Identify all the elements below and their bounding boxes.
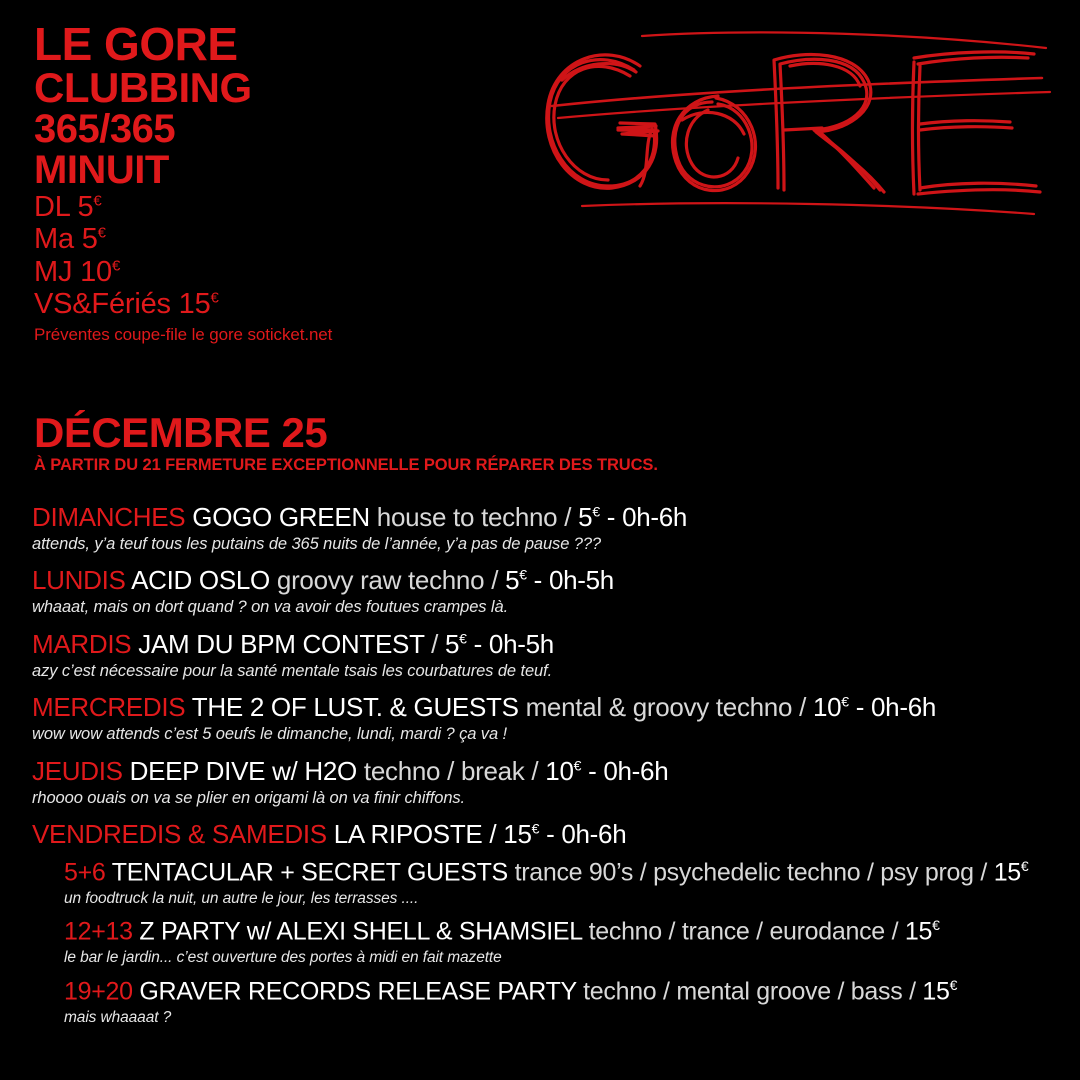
weekend-item-currency: € bbox=[932, 917, 940, 934]
program-separator: / bbox=[491, 565, 499, 596]
weekend-block bbox=[32, 819, 1052, 1027]
program-day: JEUDIS bbox=[32, 755, 123, 786]
program-separator: / bbox=[531, 755, 539, 786]
weekend-item-note: mais whaaaat ? bbox=[64, 1008, 172, 1026]
month-note: À PARTIR DU 21 FERMETURE EXCEPTIONNELLE POUR RÉPARER DES TRUCS. bbox=[34, 456, 658, 474]
program-note: rhoooo ouais on va se plier en origami là on va finir chiffons. bbox=[32, 788, 466, 807]
weekend-item-note: un foodtruck la nuit, un autre le jour, les terrasses .... bbox=[64, 889, 419, 907]
brand-time: MINUIT bbox=[34, 147, 169, 192]
program-dash: - bbox=[588, 755, 597, 786]
program-list bbox=[32, 502, 1052, 1038]
program-entry-headline bbox=[32, 502, 1052, 533]
presale-info: Préventes coupe-file le gore soticket.net bbox=[34, 324, 333, 344]
price-currency-0: € bbox=[93, 192, 102, 210]
weekend-item-genre: techno / trance / eurodance bbox=[588, 917, 885, 946]
program-note: attends, y’a teuf tous les putains de 365 nuits de l’année, y’a pas de pause ??? bbox=[32, 534, 601, 553]
weekend-item-price: 15 bbox=[922, 977, 950, 1006]
weekend-item-currency: € bbox=[949, 976, 958, 993]
price-label-0: DL 5 bbox=[34, 190, 94, 223]
price-row-3 bbox=[34, 288, 554, 320]
program-hours: 0h-5h bbox=[488, 628, 554, 659]
month-title: DÉCEMBRE 25 bbox=[34, 409, 328, 456]
program-hours: 0h-5h bbox=[548, 565, 614, 596]
program-genre: techno / break bbox=[363, 755, 525, 786]
program-hours: 0h-6h bbox=[622, 502, 688, 532]
program-entry bbox=[32, 565, 1052, 617]
weekend-separator: / bbox=[489, 819, 497, 850]
program-day: DIMANCHES bbox=[32, 502, 186, 532]
weekend-item bbox=[64, 977, 1052, 1027]
program-separator: / bbox=[799, 692, 807, 723]
program-note: wow wow attends c’est 5 oeufs le dimanche, lundi, mardi ? ça va ! bbox=[32, 725, 507, 744]
weekend-item-headline bbox=[64, 917, 1052, 947]
program-entry-headline bbox=[32, 692, 1052, 723]
program-dash: - bbox=[533, 565, 543, 596]
weekend-currency: € bbox=[531, 820, 540, 837]
program-entry-headline bbox=[32, 629, 1052, 660]
month-block bbox=[34, 409, 1044, 475]
program-price: 5 bbox=[578, 502, 593, 532]
program-currency: € bbox=[573, 757, 582, 774]
weekend-item-genre: techno / mental groove / bass bbox=[583, 977, 903, 1006]
weekend-item-note: le bar le jardin... c’est ouverture des portes à midi en fait mazette bbox=[64, 949, 502, 967]
price-row-2 bbox=[34, 256, 554, 288]
weekend-day: VENDREDIS & SAMEDIS bbox=[32, 819, 327, 850]
program-currency: € bbox=[841, 693, 849, 710]
program-dash: - bbox=[855, 692, 865, 723]
brand-title: LE GORE bbox=[34, 18, 238, 70]
program-currency: € bbox=[459, 630, 467, 647]
weekend-item-dates: 5+6 bbox=[64, 858, 106, 887]
weekend-item-separator: / bbox=[980, 858, 988, 887]
weekend-item-separator: / bbox=[891, 917, 899, 946]
program-entry-headline bbox=[32, 756, 1052, 787]
header-block bbox=[34, 18, 554, 345]
price-currency-2: € bbox=[111, 256, 121, 274]
weekend-hours: 0h-6h bbox=[561, 819, 627, 850]
program-price: 5 bbox=[445, 628, 460, 659]
weekend-item-dates: 12+13 bbox=[64, 917, 133, 946]
program-note: azy c’est nécessaire pour la santé mentale tsais les courbatures de teuf. bbox=[32, 661, 553, 680]
gore-scribble-logo-icon bbox=[522, 10, 1062, 240]
program-genre: groovy raw techno bbox=[276, 565, 485, 596]
program-currency: € bbox=[592, 503, 600, 520]
program-separator: / bbox=[431, 628, 439, 659]
program-entry bbox=[32, 629, 1052, 681]
program-act: GOGO GREEN bbox=[192, 502, 370, 532]
brand-frequency: 365/365 bbox=[34, 107, 176, 152]
weekend-item bbox=[64, 917, 1052, 967]
weekend-item-currency: € bbox=[1020, 858, 1029, 875]
program-entry bbox=[32, 502, 1052, 554]
weekend-item-separator: / bbox=[909, 977, 916, 1006]
weekend-item-act: TENTACULAR + SECRET GUESTS bbox=[111, 858, 508, 887]
weekend-act: LA RIPOSTE bbox=[333, 819, 483, 850]
weekend-price: 15 bbox=[503, 819, 532, 850]
program-act: DEEP DIVE w/ H2O bbox=[129, 755, 357, 786]
program-currency: € bbox=[519, 566, 527, 583]
weekend-date-list bbox=[32, 858, 1052, 1027]
program-price: 5 bbox=[505, 565, 520, 596]
weekend-headline bbox=[32, 819, 1052, 850]
weekend-item-price: 15 bbox=[904, 917, 933, 946]
program-price: 10 bbox=[545, 755, 574, 786]
weekend-item-genre: trance 90’s / psychedelic techno / psy prog bbox=[514, 858, 974, 887]
program-act: ACID OSLO bbox=[131, 565, 270, 596]
program-hours: 0h-6h bbox=[603, 755, 669, 786]
price-currency-3: € bbox=[210, 289, 219, 307]
program-separator: / bbox=[564, 502, 572, 532]
program-day: LUNDIS bbox=[32, 565, 126, 596]
program-genre: house to techno bbox=[376, 502, 558, 532]
program-price: 10 bbox=[812, 692, 842, 723]
program-hours: 0h-6h bbox=[871, 692, 937, 723]
weekend-item-act: GRAVER RECORDS RELEASE PARTY bbox=[139, 977, 577, 1006]
program-act: THE 2 OF LUST. & GUESTS bbox=[191, 692, 519, 723]
weekend-item-price: 15 bbox=[993, 858, 1021, 887]
price-label-1: Ma 5 bbox=[34, 223, 98, 256]
weekend-item-act: Z PARTY w/ ALEXI SHELL & SHAMSIEL bbox=[139, 917, 582, 946]
price-currency-1: € bbox=[97, 224, 106, 242]
weekend-item-headline bbox=[64, 858, 1052, 888]
price-row-0 bbox=[34, 191, 554, 223]
program-entry bbox=[32, 692, 1052, 744]
program-entry-headline bbox=[32, 565, 1052, 596]
weekend-item-dates: 19+20 bbox=[64, 977, 133, 1006]
price-label-2: MJ 10 bbox=[34, 255, 112, 288]
program-genre: mental & groovy techno bbox=[525, 692, 793, 723]
brand-subtitle: CLUBBING bbox=[34, 64, 252, 112]
program-act: JAM DU BPM CONTEST bbox=[138, 628, 425, 659]
price-row-1 bbox=[34, 223, 554, 255]
weekend-item bbox=[64, 858, 1052, 908]
program-dash: - bbox=[606, 502, 616, 532]
weekend-item-headline bbox=[64, 977, 1052, 1007]
price-label-3: VS&Fériés 15 bbox=[34, 288, 211, 321]
program-entry bbox=[32, 756, 1052, 808]
program-dash: - bbox=[473, 628, 482, 659]
weekend-dash: - bbox=[546, 819, 555, 850]
program-note: whaaat, mais on dort quand ? on va avoir des foutues crampes là. bbox=[32, 598, 509, 617]
program-day: MERCREDIS bbox=[32, 692, 186, 723]
program-day: MARDIS bbox=[32, 628, 132, 659]
